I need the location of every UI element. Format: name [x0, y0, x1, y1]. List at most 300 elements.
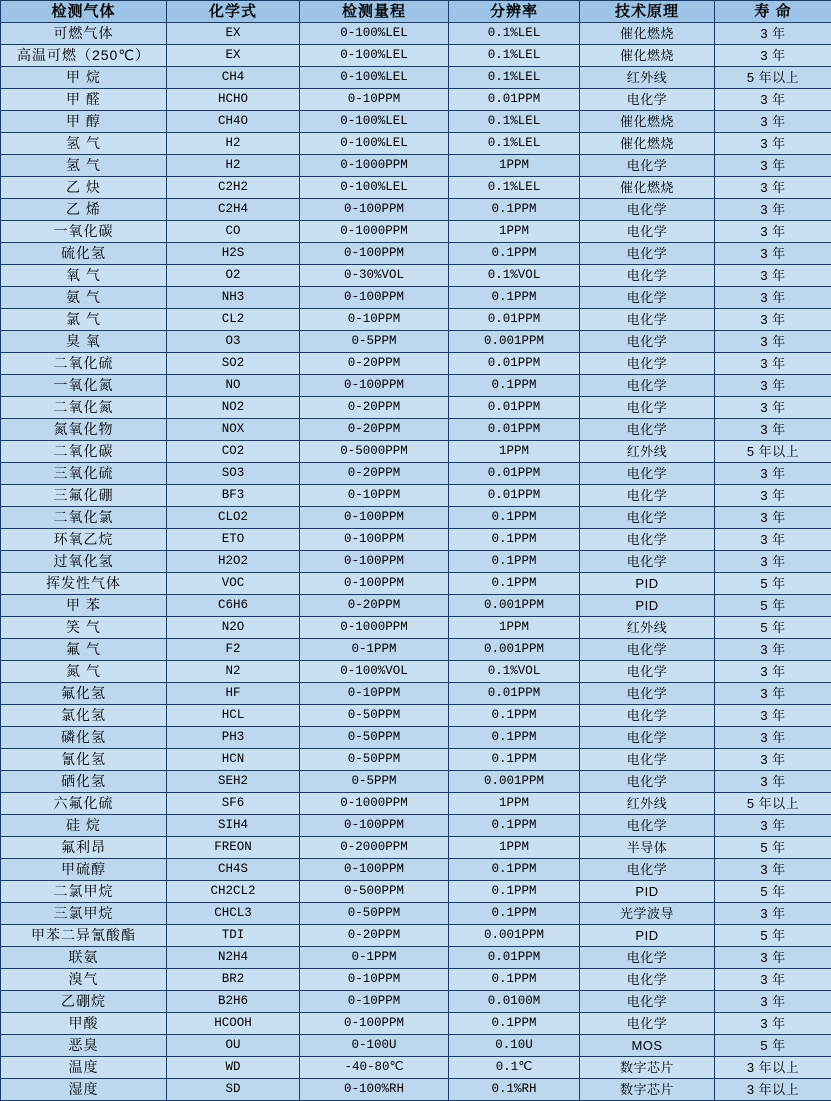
table-row	[1, 45, 831, 67]
cell-range: 0-10PPM	[300, 969, 449, 991]
cell-lifespan: 3 年	[715, 485, 831, 507]
cell-technology: 电化学	[580, 221, 715, 243]
table-row	[1, 463, 831, 485]
cell-range: 0-20PPM	[300, 463, 449, 485]
cell-technology: 电化学	[580, 551, 715, 573]
table-row	[1, 1013, 831, 1035]
table-row	[1, 881, 831, 903]
cell-technology: 电化学	[580, 199, 715, 221]
table-row	[1, 1057, 831, 1079]
cell-gas: 二氧化氯	[1, 507, 167, 529]
cell-range: 0-100%LEL	[300, 67, 449, 89]
table-row	[1, 925, 831, 947]
table-row	[1, 991, 831, 1013]
cell-gas: 环氧乙烷	[1, 529, 167, 551]
cell-resolution: 0.1PPM	[449, 243, 580, 265]
cell-technology: 电化学	[580, 639, 715, 661]
cell-technology: 红外线	[580, 441, 715, 463]
cell-lifespan: 3 年	[715, 1013, 831, 1035]
cell-technology: 电化学	[580, 969, 715, 991]
cell-technology: 催化燃烧	[580, 177, 715, 199]
table-row	[1, 177, 831, 199]
cell-range: 0-500PPM	[300, 881, 449, 903]
cell-formula: NH3	[167, 287, 300, 309]
cell-lifespan: 3 年	[715, 529, 831, 551]
cell-resolution: 0.1PPM	[449, 375, 580, 397]
cell-gas: 甲硫醇	[1, 859, 167, 881]
cell-technology: 红外线	[580, 793, 715, 815]
cell-technology: 电化学	[580, 485, 715, 507]
cell-range: 0-100PPM	[300, 199, 449, 221]
cell-resolution: 0.1PPM	[449, 705, 580, 727]
cell-formula: EX	[167, 45, 300, 67]
cell-gas: 氰化氢	[1, 749, 167, 771]
cell-resolution: 0.01PPM	[449, 463, 580, 485]
table-row	[1, 617, 831, 639]
cell-resolution: 0.1PPM	[449, 859, 580, 881]
cell-formula: C6H6	[167, 595, 300, 617]
cell-resolution: 0.1%LEL	[449, 67, 580, 89]
cell-gas: 二氧化碳	[1, 441, 167, 463]
table-row	[1, 331, 831, 353]
cell-lifespan: 3 年	[715, 133, 831, 155]
cell-resolution: 0.1%RH	[449, 1079, 580, 1101]
cell-resolution: 0.01PPM	[449, 485, 580, 507]
cell-range: 0-100PPM	[300, 529, 449, 551]
cell-technology: 电化学	[580, 727, 715, 749]
cell-formula: ETO	[167, 529, 300, 551]
cell-lifespan: 3 年	[715, 265, 831, 287]
cell-gas: 二氯甲烷	[1, 881, 167, 903]
cell-resolution: 0.01PPM	[449, 353, 580, 375]
cell-range: 0-100PPM	[300, 859, 449, 881]
cell-gas: 笑 气	[1, 617, 167, 639]
cell-resolution: 1PPM	[449, 617, 580, 639]
cell-lifespan: 3 年	[715, 749, 831, 771]
table-row	[1, 749, 831, 771]
cell-range: 0-50PPM	[300, 749, 449, 771]
cell-formula: NOX	[167, 419, 300, 441]
cell-range: 0-5000PPM	[300, 441, 449, 463]
cell-technology: 半导体	[580, 837, 715, 859]
cell-resolution: 0.1℃	[449, 1057, 580, 1079]
cell-gas: 氯 气	[1, 309, 167, 331]
cell-resolution: 0.1%VOL	[449, 265, 580, 287]
cell-technology: 催化燃烧	[580, 45, 715, 67]
cell-gas: 甲 醛	[1, 89, 167, 111]
table-row	[1, 815, 831, 837]
cell-range: 0-20PPM	[300, 419, 449, 441]
cell-technology: 电化学	[580, 1013, 715, 1035]
cell-range: 0-5PPM	[300, 331, 449, 353]
cell-range: 0-100%RH	[300, 1079, 449, 1101]
cell-lifespan: 5 年以上	[715, 441, 831, 463]
table-row	[1, 771, 831, 793]
cell-technology: PID	[580, 925, 715, 947]
cell-gas: 湿度	[1, 1079, 167, 1101]
table-row	[1, 155, 831, 177]
cell-lifespan: 3 年	[715, 507, 831, 529]
cell-formula: SD	[167, 1079, 300, 1101]
cell-technology: 催化燃烧	[580, 133, 715, 155]
table-row	[1, 89, 831, 111]
cell-formula: SO2	[167, 353, 300, 375]
cell-gas: 甲苯二异氰酸酯	[1, 925, 167, 947]
cell-technology: 电化学	[580, 155, 715, 177]
cell-range: 0-100PPM	[300, 551, 449, 573]
table-row	[1, 837, 831, 859]
cell-range: 0-10PPM	[300, 485, 449, 507]
cell-gas: 六氟化硫	[1, 793, 167, 815]
cell-range: 0-1000PPM	[300, 617, 449, 639]
cell-formula: NO2	[167, 397, 300, 419]
table-row	[1, 221, 831, 243]
cell-technology: 电化学	[580, 507, 715, 529]
cell-technology: 催化燃烧	[580, 111, 715, 133]
cell-resolution: 1PPM	[449, 155, 580, 177]
cell-technology: 电化学	[580, 683, 715, 705]
cell-lifespan: 3 年	[715, 375, 831, 397]
cell-gas: 三氧化硫	[1, 463, 167, 485]
cell-range: 0-100%LEL	[300, 45, 449, 67]
cell-technology: 电化学	[580, 375, 715, 397]
cell-formula: FREON	[167, 837, 300, 859]
cell-technology: 电化学	[580, 287, 715, 309]
cell-gas: 乙 烯	[1, 199, 167, 221]
cell-formula: CH4	[167, 67, 300, 89]
cell-range: 0-50PPM	[300, 903, 449, 925]
cell-lifespan: 5 年	[715, 573, 831, 595]
table-row	[1, 199, 831, 221]
cell-gas: 可燃气体	[1, 23, 167, 45]
cell-lifespan: 5 年	[715, 925, 831, 947]
cell-range: 0-10PPM	[300, 683, 449, 705]
cell-gas: 挥发性气体	[1, 573, 167, 595]
cell-resolution: 0.1PPM	[449, 199, 580, 221]
table-row	[1, 243, 831, 265]
cell-gas: 氯化氢	[1, 705, 167, 727]
cell-technology: 电化学	[580, 331, 715, 353]
cell-technology: 电化学	[580, 991, 715, 1013]
cell-resolution: 0.001PPM	[449, 771, 580, 793]
cell-resolution: 0.10U	[449, 1035, 580, 1057]
cell-formula: SF6	[167, 793, 300, 815]
cell-range: 0-20PPM	[300, 353, 449, 375]
cell-gas: 过氧化氢	[1, 551, 167, 573]
cell-gas: 三氯甲烷	[1, 903, 167, 925]
cell-lifespan: 3 年	[715, 463, 831, 485]
cell-technology: 电化学	[580, 419, 715, 441]
table-row	[1, 507, 831, 529]
cell-resolution: 0.1%LEL	[449, 45, 580, 67]
cell-formula: CLO2	[167, 507, 300, 529]
cell-lifespan: 3 年	[715, 859, 831, 881]
column-header-resolution: 分辨率	[449, 1, 580, 23]
cell-gas: 氟 气	[1, 639, 167, 661]
cell-formula: HCOOH	[167, 1013, 300, 1035]
cell-gas: 氢 气	[1, 155, 167, 177]
table-row	[1, 375, 831, 397]
cell-lifespan: 3 年	[715, 397, 831, 419]
cell-resolution: 0.01PPM	[449, 309, 580, 331]
cell-range: 0-50PPM	[300, 727, 449, 749]
cell-lifespan: 3 年	[715, 309, 831, 331]
table-row	[1, 793, 831, 815]
cell-technology: 电化学	[580, 529, 715, 551]
table-row	[1, 397, 831, 419]
cell-gas: 一氧化碳	[1, 221, 167, 243]
cell-technology: 红外线	[580, 617, 715, 639]
cell-technology: 电化学	[580, 243, 715, 265]
cell-resolution: 1PPM	[449, 441, 580, 463]
cell-resolution: 0.1PPM	[449, 529, 580, 551]
cell-lifespan: 3 年	[715, 23, 831, 45]
cell-lifespan: 3 年	[715, 947, 831, 969]
cell-lifespan: 3 年以上	[715, 1079, 831, 1101]
cell-resolution: 0.01PPM	[449, 683, 580, 705]
cell-resolution: 0.1PPM	[449, 287, 580, 309]
cell-range: 0-20PPM	[300, 397, 449, 419]
cell-resolution: 0.1PPM	[449, 1013, 580, 1035]
cell-resolution: 0.01PPM	[449, 397, 580, 419]
cell-range: 0-30%VOL	[300, 265, 449, 287]
cell-lifespan: 3 年	[715, 243, 831, 265]
column-header-range: 检测量程	[300, 1, 449, 23]
cell-formula: CO2	[167, 441, 300, 463]
cell-formula: CL2	[167, 309, 300, 331]
cell-gas: 一氧化氮	[1, 375, 167, 397]
cell-range: 0-100%LEL	[300, 177, 449, 199]
table-row	[1, 1035, 831, 1057]
cell-gas: 二氧化氮	[1, 397, 167, 419]
cell-lifespan: 3 年	[715, 111, 831, 133]
cell-gas: 氧 气	[1, 265, 167, 287]
cell-technology: MOS	[580, 1035, 715, 1057]
cell-gas: 氮 气	[1, 661, 167, 683]
column-header-formula: 化学式	[167, 1, 300, 23]
cell-range: 0-1PPM	[300, 947, 449, 969]
cell-resolution: 0.1%LEL	[449, 23, 580, 45]
cell-gas: 甲酸	[1, 1013, 167, 1035]
cell-gas: 氟利昂	[1, 837, 167, 859]
table-row	[1, 683, 831, 705]
cell-resolution: 0.1%LEL	[449, 177, 580, 199]
cell-range: 0-10PPM	[300, 991, 449, 1013]
cell-gas: 硒化氢	[1, 771, 167, 793]
cell-gas: 高温可燃（250℃）	[1, 45, 167, 67]
cell-formula: TDI	[167, 925, 300, 947]
cell-gas: 乙硼烷	[1, 991, 167, 1013]
cell-technology: PID	[580, 595, 715, 617]
cell-technology: 红外线	[580, 67, 715, 89]
cell-lifespan: 3 年以上	[715, 1057, 831, 1079]
cell-formula: SIH4	[167, 815, 300, 837]
cell-technology: PID	[580, 881, 715, 903]
cell-resolution: 1PPM	[449, 837, 580, 859]
cell-formula: F2	[167, 639, 300, 661]
cell-range: 0-2000PPM	[300, 837, 449, 859]
cell-range: 0-1000PPM	[300, 793, 449, 815]
cell-formula: EX	[167, 23, 300, 45]
cell-resolution: 0.001PPM	[449, 639, 580, 661]
table-row	[1, 947, 831, 969]
cell-technology: 催化燃烧	[580, 23, 715, 45]
cell-range: 0-1000PPM	[300, 155, 449, 177]
cell-lifespan: 3 年	[715, 89, 831, 111]
cell-range: 0-100%VOL	[300, 661, 449, 683]
cell-resolution: 0.1PPM	[449, 573, 580, 595]
cell-gas: 硫化氢	[1, 243, 167, 265]
cell-resolution: 0.1PPM	[449, 969, 580, 991]
cell-range: 0-100%LEL	[300, 111, 449, 133]
cell-range: 0-10PPM	[300, 309, 449, 331]
cell-resolution: 0.1PPM	[449, 815, 580, 837]
cell-formula: CH4S	[167, 859, 300, 881]
table-header	[1, 1, 831, 23]
cell-range: 0-100PPM	[300, 573, 449, 595]
cell-lifespan: 3 年	[715, 903, 831, 925]
cell-formula: CO	[167, 221, 300, 243]
table-row	[1, 419, 831, 441]
table-row	[1, 309, 831, 331]
cell-range: 0-100PPM	[300, 375, 449, 397]
table-row	[1, 23, 831, 45]
cell-gas: 溴气	[1, 969, 167, 991]
cell-resolution: 0.01PPM	[449, 947, 580, 969]
cell-lifespan: 5 年	[715, 837, 831, 859]
cell-lifespan: 3 年	[715, 155, 831, 177]
cell-technology: 数字芯片	[580, 1079, 715, 1101]
cell-lifespan: 3 年	[715, 727, 831, 749]
cell-technology: 电化学	[580, 661, 715, 683]
cell-resolution: 0.001PPM	[449, 595, 580, 617]
cell-formula: CH4O	[167, 111, 300, 133]
table-row	[1, 727, 831, 749]
cell-lifespan: 3 年	[715, 771, 831, 793]
table-row	[1, 639, 831, 661]
cell-range: 0-100%LEL	[300, 133, 449, 155]
cell-resolution: 0.1%LEL	[449, 133, 580, 155]
cell-lifespan: 5 年以上	[715, 793, 831, 815]
cell-formula: HCHO	[167, 89, 300, 111]
table-row	[1, 859, 831, 881]
cell-lifespan: 3 年	[715, 177, 831, 199]
cell-formula: CH2CL2	[167, 881, 300, 903]
cell-lifespan: 3 年	[715, 661, 831, 683]
cell-formula: O2	[167, 265, 300, 287]
cell-lifespan: 3 年	[715, 551, 831, 573]
cell-gas: 温度	[1, 1057, 167, 1079]
cell-formula: PH3	[167, 727, 300, 749]
cell-gas: 甲 烷	[1, 67, 167, 89]
cell-formula: H2	[167, 133, 300, 155]
cell-technology: 电化学	[580, 463, 715, 485]
cell-resolution: 0.1PPM	[449, 551, 580, 573]
table-row	[1, 573, 831, 595]
cell-gas: 硅 烷	[1, 815, 167, 837]
table-row	[1, 661, 831, 683]
cell-resolution: 0.1PPM	[449, 507, 580, 529]
column-header-lifespan: 寿 命	[715, 1, 831, 23]
table-row	[1, 111, 831, 133]
cell-lifespan: 3 年	[715, 199, 831, 221]
cell-lifespan: 5 年以上	[715, 67, 831, 89]
cell-technology: 电化学	[580, 859, 715, 881]
cell-resolution: 1PPM	[449, 221, 580, 243]
cell-formula: N2	[167, 661, 300, 683]
cell-range: 0-20PPM	[300, 925, 449, 947]
cell-gas: 甲 醇	[1, 111, 167, 133]
cell-formula: HCN	[167, 749, 300, 771]
cell-formula: O3	[167, 331, 300, 353]
cell-technology: 电化学	[580, 397, 715, 419]
cell-gas: 联氨	[1, 947, 167, 969]
column-header-gas: 检测气体	[1, 1, 167, 23]
table-row	[1, 529, 831, 551]
cell-resolution: 0.1PPM	[449, 881, 580, 903]
cell-lifespan: 3 年	[715, 991, 831, 1013]
table-row	[1, 287, 831, 309]
table-row	[1, 551, 831, 573]
cell-lifespan: 5 年	[715, 881, 831, 903]
cell-gas: 臭 氧	[1, 331, 167, 353]
cell-formula: CHCL3	[167, 903, 300, 925]
cell-range: 0-20PPM	[300, 595, 449, 617]
table-body	[1, 23, 831, 1101]
cell-lifespan: 3 年	[715, 287, 831, 309]
cell-technology: 电化学	[580, 89, 715, 111]
cell-lifespan: 5 年	[715, 595, 831, 617]
cell-technology: 电化学	[580, 771, 715, 793]
cell-formula: OU	[167, 1035, 300, 1057]
cell-lifespan: 3 年	[715, 419, 831, 441]
cell-lifespan: 5 年	[715, 1035, 831, 1057]
table-row	[1, 133, 831, 155]
cell-technology: 电化学	[580, 705, 715, 727]
cell-formula: SEH2	[167, 771, 300, 793]
table-row	[1, 441, 831, 463]
cell-formula: BF3	[167, 485, 300, 507]
cell-resolution: 0.1PPM	[449, 903, 580, 925]
cell-lifespan: 3 年	[715, 331, 831, 353]
cell-formula: H2O2	[167, 551, 300, 573]
cell-formula: N2O	[167, 617, 300, 639]
cell-resolution: 0.01PPM	[449, 89, 580, 111]
cell-gas: 恶臭	[1, 1035, 167, 1057]
table-row	[1, 1079, 831, 1101]
cell-formula: B2H6	[167, 991, 300, 1013]
cell-lifespan: 3 年	[715, 683, 831, 705]
cell-gas: 氮氧化物	[1, 419, 167, 441]
cell-technology: PID	[580, 573, 715, 595]
cell-lifespan: 3 年	[715, 221, 831, 243]
table-row	[1, 353, 831, 375]
cell-resolution: 0.1%VOL	[449, 661, 580, 683]
cell-formula: H2	[167, 155, 300, 177]
cell-resolution: 0.1%LEL	[449, 111, 580, 133]
cell-formula: N2H4	[167, 947, 300, 969]
cell-range: 0-100PPM	[300, 1013, 449, 1035]
cell-gas: 二氧化硫	[1, 353, 167, 375]
cell-formula: WD	[167, 1057, 300, 1079]
cell-gas: 氨 气	[1, 287, 167, 309]
cell-range: -40-80℃	[300, 1057, 449, 1079]
table-row	[1, 485, 831, 507]
cell-technology: 电化学	[580, 815, 715, 837]
cell-lifespan: 5 年	[715, 617, 831, 639]
cell-technology: 电化学	[580, 309, 715, 331]
cell-resolution: 0.01PPM	[449, 419, 580, 441]
